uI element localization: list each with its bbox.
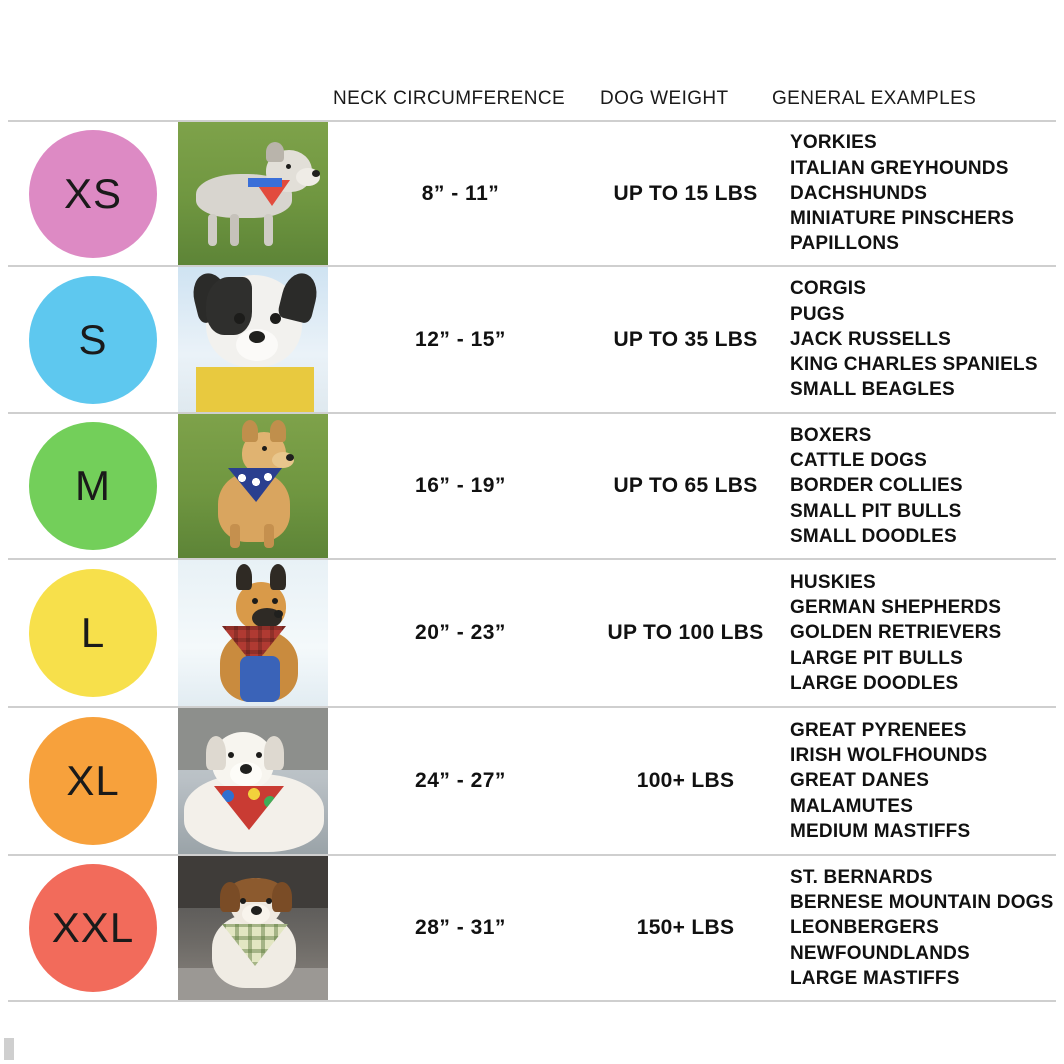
weight-value: UP TO 15 LBS (613, 181, 758, 205)
column-header-neck: NECK CIRCUMFERENCE (333, 88, 566, 109)
example-line: CATTLE DOGS (790, 450, 927, 472)
table-row (8, 856, 1056, 1002)
neck-value: 16” - 19” (415, 474, 506, 497)
neck-value: 28” - 31” (415, 916, 506, 939)
table-header (0, 88, 1064, 118)
neck-value: 24” - 27” (415, 769, 506, 792)
example-line: CORGIS (790, 278, 867, 300)
examples-cell (778, 856, 1060, 1000)
example-line: GERMAN SHEPHERDS (790, 597, 1002, 619)
table-row (8, 267, 1056, 414)
neck-value: 12” - 15” (415, 327, 506, 351)
weight-value: 100+ LBS (636, 769, 735, 792)
example-line: NEWFOUNDLANDS (790, 942, 970, 964)
size-cell (8, 267, 178, 412)
example-line: HUSKIES (790, 571, 876, 593)
example-line: MINIATURE PINSCHERS (790, 208, 1015, 230)
example-line: PAPILLONS (790, 233, 900, 255)
example-line: BERNESE MOUNTAIN DOGS (790, 892, 1054, 914)
weight-value: 150+ LBS (636, 916, 735, 939)
dog-photo (178, 122, 328, 265)
example-line: LARGE MASTIFFS (790, 967, 960, 989)
example-line: ST. BERNARDS (790, 866, 933, 888)
examples-cell (778, 122, 1056, 265)
example-line: IRISH WOLFHOUNDS (790, 745, 988, 767)
example-line: SMALL DOODLES (790, 525, 957, 547)
size-badge: XL (29, 717, 157, 845)
dog-photo (178, 856, 328, 1000)
column-header-examples: GENERAL EXAMPLES (772, 88, 977, 109)
example-line: GREAT DANES (790, 770, 930, 792)
dog-photo (178, 267, 328, 412)
example-line: KING CHARLES SPANIELS (790, 354, 1038, 376)
table-row (8, 560, 1056, 708)
column-header-weight: DOG WEIGHT (600, 88, 729, 109)
size-badge: S (29, 276, 157, 404)
size-badge: XS (29, 130, 157, 258)
weight-value: UP TO 35 LBS (613, 327, 758, 351)
example-line: GOLDEN RETRIEVERS (790, 622, 1002, 644)
size-badge: M (29, 422, 157, 550)
size-badge: L (29, 569, 157, 697)
size-cell (8, 708, 178, 854)
example-line: GREAT PYRENEES (790, 719, 967, 741)
dog-photo (178, 560, 328, 706)
dog-photo (178, 708, 328, 854)
size-cell (8, 560, 178, 706)
example-line: DACHSHUNDS (790, 182, 928, 204)
weight-value: UP TO 65 LBS (613, 474, 758, 497)
example-line: LARGE DOODLES (790, 672, 959, 694)
example-line: SMALL BEAGLES (790, 379, 955, 401)
neck-value: 8” - 11” (421, 181, 500, 205)
size-cell (8, 122, 178, 265)
examples-cell (778, 414, 1056, 558)
dog-photo (178, 414, 328, 558)
example-line: JACK RUSSELLS (790, 328, 951, 350)
page-corner-mark (4, 1038, 14, 1060)
table-row (8, 708, 1056, 856)
weight-value: UP TO 100 LBS (607, 621, 764, 644)
examples-cell (778, 560, 1056, 706)
size-cell (8, 414, 178, 558)
example-line: LARGE PIT BULLS (790, 647, 963, 669)
example-line: YORKIES (790, 132, 877, 154)
size-cell (8, 856, 178, 1000)
example-line: BORDER COLLIES (790, 475, 963, 497)
size-badge: XXL (29, 864, 157, 992)
neck-value: 20” - 23” (415, 621, 506, 644)
table-row (8, 414, 1056, 560)
examples-cell (778, 267, 1056, 412)
table-row (8, 122, 1056, 267)
examples-cell (778, 708, 1056, 854)
example-line: BOXERS (790, 424, 872, 446)
example-line: SMALL PIT BULLS (790, 500, 962, 522)
example-line: ITALIAN GREYHOUNDS (790, 157, 1009, 179)
example-line: MALAMUTES (790, 795, 914, 817)
example-line: MEDIUM MASTIFFS (790, 820, 971, 842)
size-chart-table (8, 120, 1056, 1002)
example-line: LEONBERGERS (790, 917, 939, 939)
example-line: PUGS (790, 303, 845, 325)
